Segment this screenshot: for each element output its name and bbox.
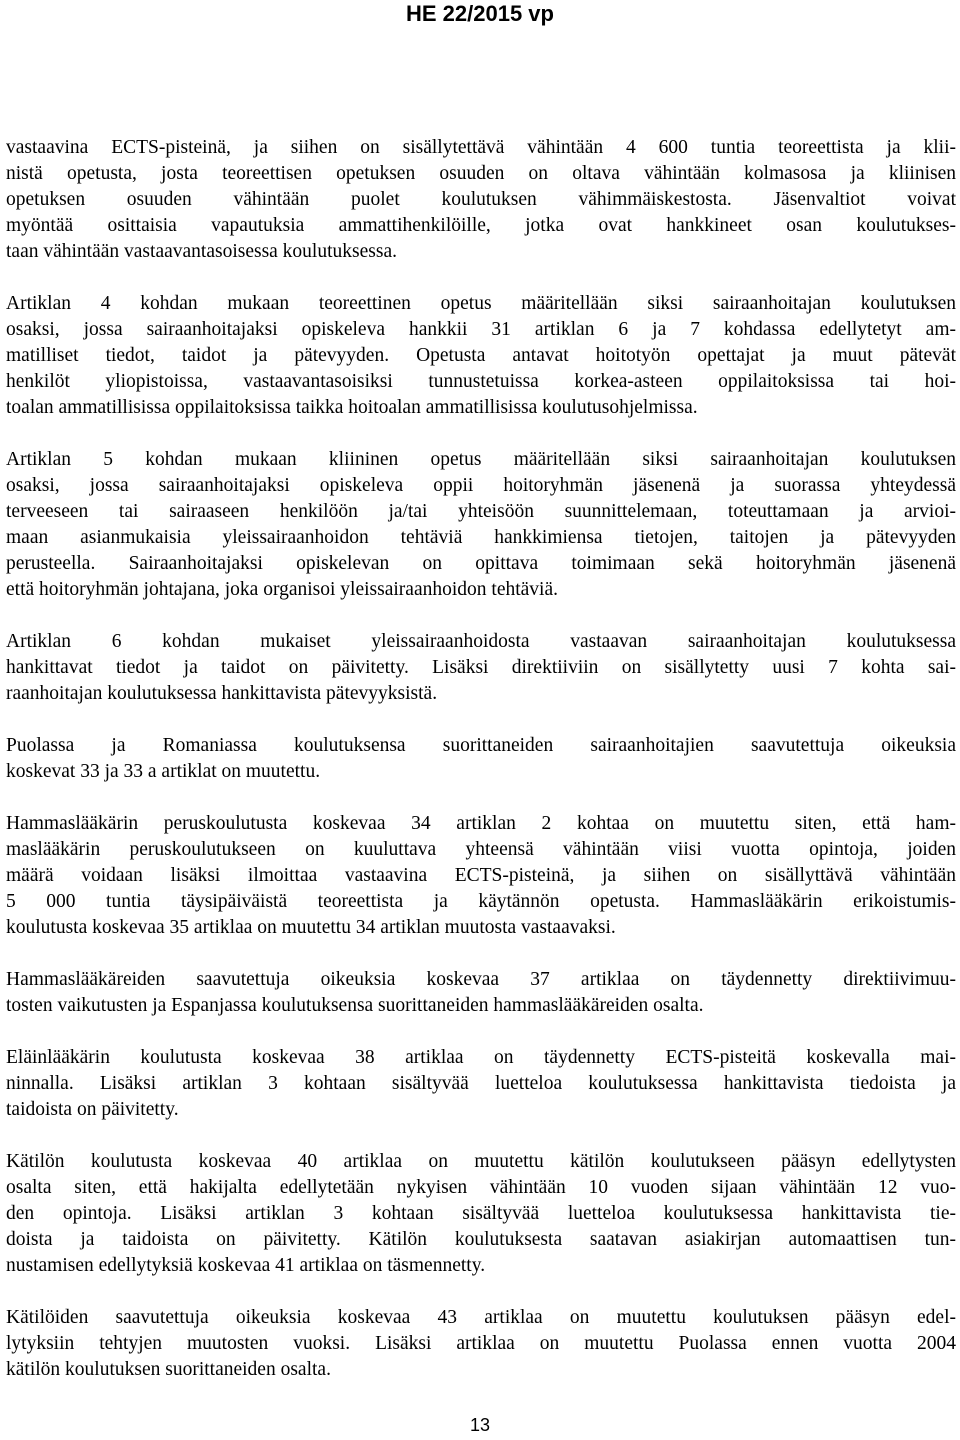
text-line: osalta siten, että hakijalta edellytetään nykyisen vähintään 10 vuoden sijaan vähintään 12 vuo-: [6, 1177, 956, 1198]
paragraph-7: [6, 967, 956, 1019]
text-line: terveeseen tai sairaaseen henkilöön ja/tai yhteisöön suunnittelemaan, toteuttamaan ja arvioi-: [6, 501, 956, 522]
text-line: perusteella. Sairaanhoitajaksi opiskelevan on opittava toimimaan sekä hoitoryhmän jäsenenä: [6, 553, 956, 574]
text-line: raanhoitajan koulutuksessa hankittavista pätevyyksistä.: [6, 683, 438, 704]
text-line: doista ja taidoista on päivitetty. Kätilön koulutuksesta saatavan asiakirjan automaattisen tun-: [6, 1229, 956, 1250]
text-line: henkilöt yliopistoissa, vastaavantasoisiksi tunnustetuissa korkea-asteen oppilaitoksissa tai hoi-: [6, 371, 956, 392]
document-title: HE 22/2015 vp: [406, 1, 554, 26]
paragraph-8: [6, 1045, 956, 1123]
paragraph-4: [6, 629, 956, 707]
text-line: Kätilöiden saavutettuja oikeuksia koskevaa 43 artiklaa on muutettu koulutuksen pääsyn edel-: [6, 1307, 956, 1328]
text-line: opetuksen osuuden vähintään puolet koulutuksen vähimmäiskestosta. Jäsenvaltiot voivat: [6, 189, 956, 210]
text-line: Eläinlääkärin koulutusta koskevaa 38 artiklaa on täydennetty ECTS-pisteitä koskevalla mai-: [6, 1047, 956, 1068]
text-line: osaksi, jossa sairaanhoitajaksi opiskeleva oppii hoitoryhmän jäsenenä ja suorassa yhteydessä: [6, 475, 956, 496]
text-line: toalan ammatillisissa oppilaitoksissa taikka hoitoalan ammatillisissa koulutusohjelmissa.: [6, 397, 698, 418]
paragraph-5: [6, 733, 956, 785]
text-line: Puolassa ja Romaniassa koulutuksensa suorittaneiden sairaanhoitajien saavutettuja oikeuksia: [6, 735, 956, 756]
document-header: [0, 0, 960, 28]
text-line: maan asianmukaisia yleissairaanhoidon tehtäviä hankkimiensa tietojen, taitojen ja pätevyyden: [6, 527, 956, 548]
paragraph-2: [6, 291, 956, 421]
text-line: Artiklan 5 kohdan mukaan kliininen opetus määritellään siksi sairaanhoitajan koulutuksen: [6, 449, 956, 470]
text-line: määrä voidaan lisäksi ilmoittaa vastaavina ECTS-pisteinä, ja siihen on sisällyttävä vähintään: [6, 865, 956, 886]
text-line: Hammaslääkäreiden saavutettuja oikeuksia koskevaa 37 artiklaa on täydennetty direktiivimuu-: [6, 969, 956, 990]
text-line: Artiklan 6 kohdan mukaiset yleissairaanhoidosta vastaavan sairaanhoitajan koulutuksessa: [6, 631, 956, 652]
text-line: ninnalla. Lisäksi artiklan 3 kohtaan sisältyvää luetteloa koulutuksessa hankittavista tiedoista ja: [6, 1073, 956, 1094]
text-line: vastaavina ECTS-pisteinä, ja siihen on sisällytettävä vähintään 4 600 tuntia teoreettista ja klii-: [6, 137, 956, 158]
text-line: lytyksiin tehtyjen muutosten vuoksi. Lisäksi artiklaa on muutettu Puolassa ennen vuotta 2004: [6, 1333, 956, 1354]
text-line: että hoitoryhmän johtajana, joka organisoi yleissairaanhoidon tehtäviä.: [6, 579, 558, 600]
document-body: [6, 135, 956, 1409]
page-number: [0, 1414, 960, 1436]
text-line: den opintoja. Lisäksi artiklan 3 kohtaan sisältyvää luetteloa koulutuksessa hankittavista tie-: [6, 1203, 956, 1224]
page-number-text: 13: [469, 1415, 491, 1435]
text-line: tosten vaikutusten ja Espanjassa koulutuksensa suorittaneiden hammaslääkäreiden osalta.: [6, 995, 704, 1016]
paragraph-9: [6, 1149, 956, 1279]
text-line: matilliset tiedot, taidot ja pätevyyden. Opetusta antavat hoitotyön opettajat ja muut pätevät: [6, 345, 956, 366]
text-line: nistä opetusta, josta teoreettisen opetuksen osuuden on oltava vähintään kolmasosa ja kliinisen: [6, 163, 956, 184]
text-line: koskevat 33 ja 33 a artiklat on muutettu.: [6, 761, 321, 782]
text-line: taidoista on päivitetty.: [6, 1099, 179, 1120]
text-line: Kätilön koulutusta koskevaa 40 artiklaa on muutettu kätilön koulutukseen pääsyn edellytysten: [6, 1151, 956, 1172]
paragraph-1: [6, 135, 956, 265]
text-line: Hammaslääkärin peruskoulutusta koskevaa 34 artiklan 2 kohtaa on muutettu siten, että ham-: [6, 813, 956, 834]
text-line: 5 000 tuntia täysipäiväistä teoreettista ja käytännön opetusta. Hammaslääkärin erikoistumis-: [6, 891, 956, 912]
text-line: Artiklan 4 kohdan mukaan teoreettinen opetus määritellään siksi sairaanhoitajan koulutuksen: [6, 293, 956, 314]
paragraph-10: [6, 1305, 956, 1383]
text-line: taan vähintään vastaavantasoisessa koulutuksessa.: [6, 241, 397, 262]
text-line: maslääkärin peruskoulutukseen on kuuluttava yhteensä vähintään viisi vuotta opintoja, joiden: [6, 839, 956, 860]
paragraph-6: [6, 811, 956, 941]
text-line: hankittavat tiedot ja taidot on päivitetty. Lisäksi direktiiviin on sisällytetty uusi 7 kohta sai-: [6, 657, 956, 678]
text-line: osaksi, jossa sairaanhoitajaksi opiskeleva hankkii 31 artiklan 6 ja 7 kohdassa edellytetyt am-: [6, 319, 956, 340]
text-line: koulutusta koskevaa 35 artiklaa on muutettu 34 artiklan muutosta vastaavaksi.: [6, 917, 616, 938]
paragraph-3: [6, 447, 956, 603]
text-line: nustamisen edellytyksiä koskevaa 41 artiklaa on täsmennetty.: [6, 1255, 486, 1276]
text-line: myöntää osittaisia vapautuksia ammattihenkilöille, jotka ovat hankkineet osan koulutukses-: [6, 215, 956, 236]
text-line: kätilön koulutuksen suorittaneiden osalta.: [6, 1359, 331, 1380]
